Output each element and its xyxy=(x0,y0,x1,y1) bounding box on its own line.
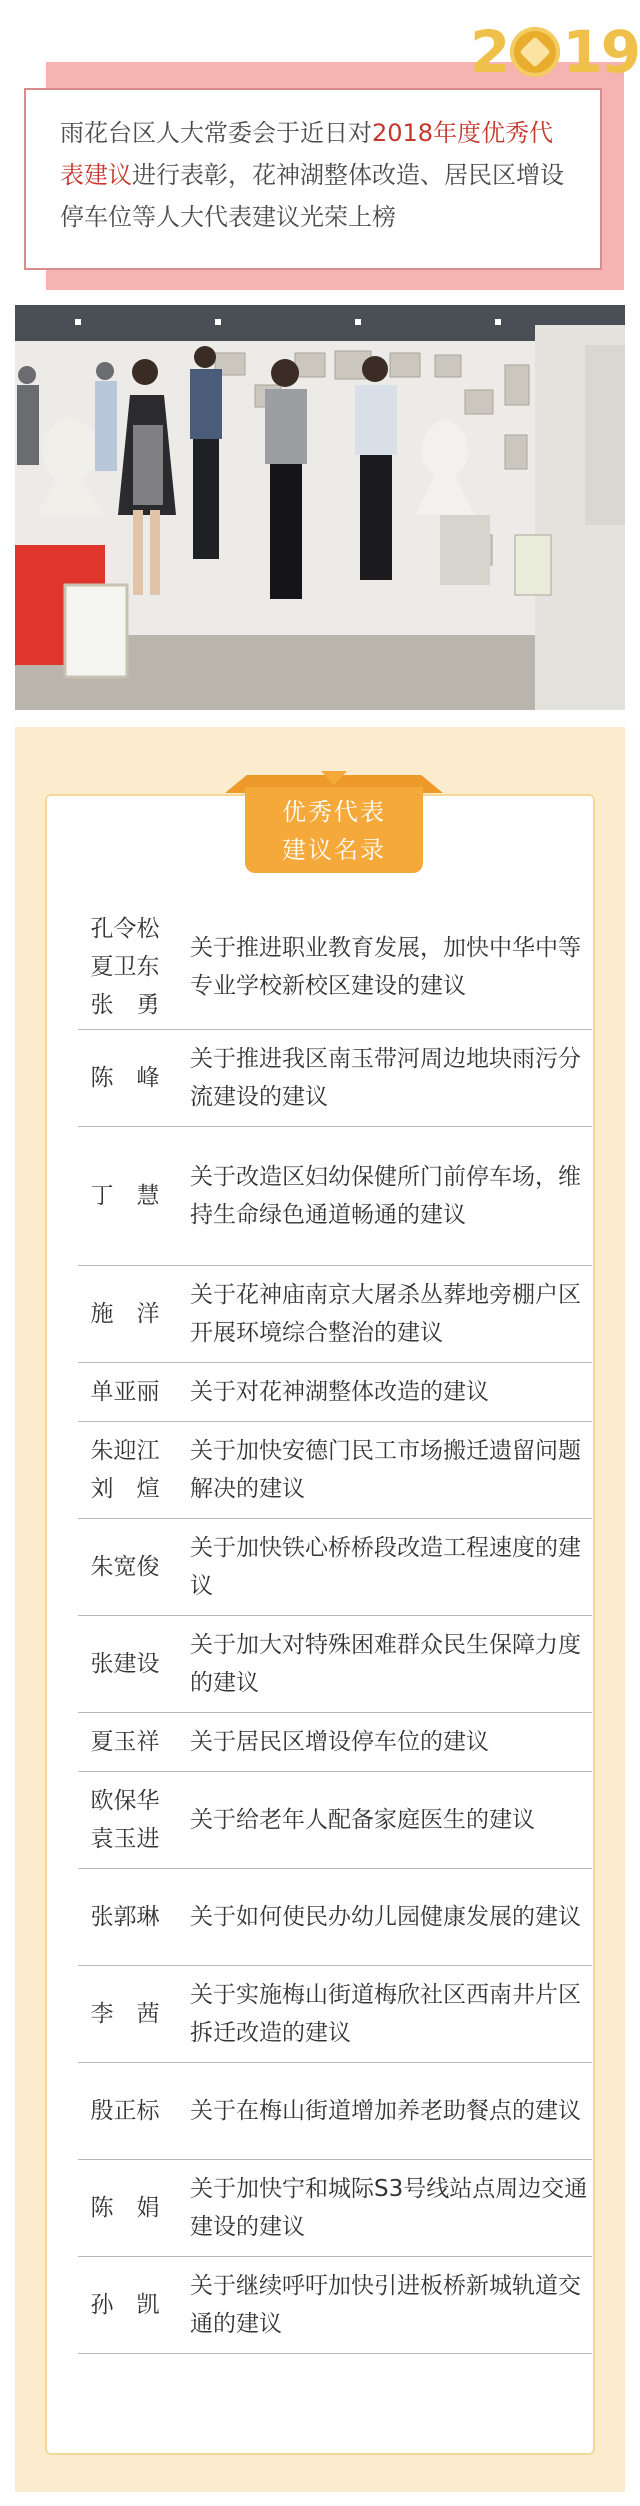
table-row xyxy=(78,1422,592,1519)
table-row xyxy=(78,1127,592,1266)
proposal-title: 关于推进职业教育发展，加快中华中等专业学校新校区建设的建议 xyxy=(190,934,581,999)
proposal-title: 关于推进我区南玉带河周边地块雨污分流建设的建议 xyxy=(190,1046,581,1110)
representative-names xyxy=(78,1995,170,2033)
proposal-title: 关于改造区妇幼保健所门前停车场，维持生命绿色通道畅通的建议 xyxy=(190,1164,581,1228)
representative-name: 朱宽俊 xyxy=(90,1554,160,1580)
proposal-title: 关于实施梅山街道梅欣社区西南井片区拆迁改造的建议 xyxy=(190,1982,581,2046)
representative-names xyxy=(78,2286,170,2324)
table-row xyxy=(78,1030,592,1127)
representative-name: 李 茜 xyxy=(90,2001,160,2027)
gallery-visit-illustration xyxy=(15,305,625,710)
representative-names xyxy=(78,1723,170,1761)
year-2019-logo xyxy=(470,20,639,84)
table-row xyxy=(78,1266,592,1363)
representative-name: 袁玉进 xyxy=(90,1826,160,1852)
representative-names xyxy=(78,2092,170,2130)
representative-names xyxy=(78,1432,170,1508)
representative-name: 殷正标 xyxy=(90,2098,160,2124)
proposal-title: 关于继续呼吁加快引进板桥新城轨道交通的建议 xyxy=(190,2273,581,2337)
representative-names xyxy=(78,1059,170,1097)
event-photo xyxy=(15,305,625,710)
table-row xyxy=(78,1519,592,1616)
representative-name: 夏玉祥 xyxy=(90,1729,160,1755)
representative-name: 陈 娟 xyxy=(90,2195,160,2221)
representative-name: 张建设 xyxy=(90,1651,160,1677)
representative-name: 孙 凯 xyxy=(90,2292,160,2318)
proposal-title: 关于如何使民办幼儿园健康发展的建议 xyxy=(190,1904,581,1930)
list-title-badge xyxy=(225,775,443,873)
representative-names xyxy=(78,1373,170,1411)
badge-title-line2: 建议名录 xyxy=(282,836,386,864)
representative-names xyxy=(78,1177,170,1215)
table-row xyxy=(78,1869,592,1966)
year-digit: 1 xyxy=(562,18,601,86)
representative-name: 刘 煊 xyxy=(90,1476,160,1502)
table-row xyxy=(78,2160,592,2257)
representative-names xyxy=(78,1898,170,1936)
representative-name: 孔令松 xyxy=(90,915,160,942)
representative-name: 陈 峰 xyxy=(90,1065,160,1091)
table-row xyxy=(78,1363,592,1422)
proposal-title: 关于加大对特殊困难群众民生保障力度的建议 xyxy=(190,1632,581,1696)
badge-title xyxy=(282,793,386,869)
representative-names xyxy=(78,1548,170,1586)
intro-box xyxy=(24,88,602,270)
proposal-title: 关于加快安德门民工市场搬迁遗留问题解决的建议 xyxy=(190,1438,581,1502)
representative-name: 张郭琳 xyxy=(90,1904,160,1930)
intro-text xyxy=(60,112,566,238)
proposal-title: 关于加快铁心桥桥段改造工程速度的建议 xyxy=(190,1535,581,1599)
representative-name: 张 勇 xyxy=(90,991,160,1018)
representative-names xyxy=(78,2189,170,2227)
representative-name: 单亚丽 xyxy=(90,1379,160,1405)
table-row xyxy=(78,1713,592,1772)
representative-names xyxy=(78,1295,170,1333)
badge-title-line1: 优秀代表 xyxy=(282,798,386,826)
representative-names xyxy=(78,1645,170,1683)
table-row xyxy=(78,2063,592,2160)
intro-text-part: 进行表彰，花神湖整体改造、居民区增设停车位等人大代表建议光荣上榜 xyxy=(60,161,564,231)
table-row xyxy=(78,1966,592,2063)
intro-text-part: 雨花台区人大常委会于近日对 xyxy=(60,119,372,147)
coin-icon xyxy=(510,27,560,77)
proposal-table xyxy=(78,904,592,2354)
proposal-title: 关于对花神湖整体改造的建议 xyxy=(190,1379,489,1405)
representative-name: 夏卫东 xyxy=(90,953,160,980)
table-row xyxy=(78,1616,592,1713)
proposal-title: 关于加快宁和城际S3号线站点周边交通建设的建议 xyxy=(190,2176,588,2240)
proposal-title: 关于居民区增设停车位的建议 xyxy=(190,1729,489,1755)
representative-name: 施 洋 xyxy=(90,1301,160,1327)
table-row xyxy=(78,904,592,1030)
intro-highlight: 2018年度优秀代表建议 xyxy=(60,119,554,189)
representative-name: 丁 慧 xyxy=(90,1183,160,1209)
table-row xyxy=(78,1772,592,1869)
proposal-title: 关于花神庙南京大屠杀丛葬地旁棚户区开展环境综合整治的建议 xyxy=(190,1282,581,1346)
year-digit: 9 xyxy=(600,18,640,86)
representative-names xyxy=(78,910,170,1024)
representative-names xyxy=(78,1782,170,1858)
proposal-title: 关于给老年人配备家庭医生的建议 xyxy=(190,1807,535,1833)
proposal-title: 关于在梅山街道增加养老助餐点的建议 xyxy=(190,2098,581,2124)
year-digit: 2 xyxy=(470,18,509,86)
representative-name: 朱迎江 xyxy=(90,1438,160,1464)
representative-name: 欧保华 xyxy=(90,1788,160,1814)
table-row xyxy=(78,2257,592,2354)
